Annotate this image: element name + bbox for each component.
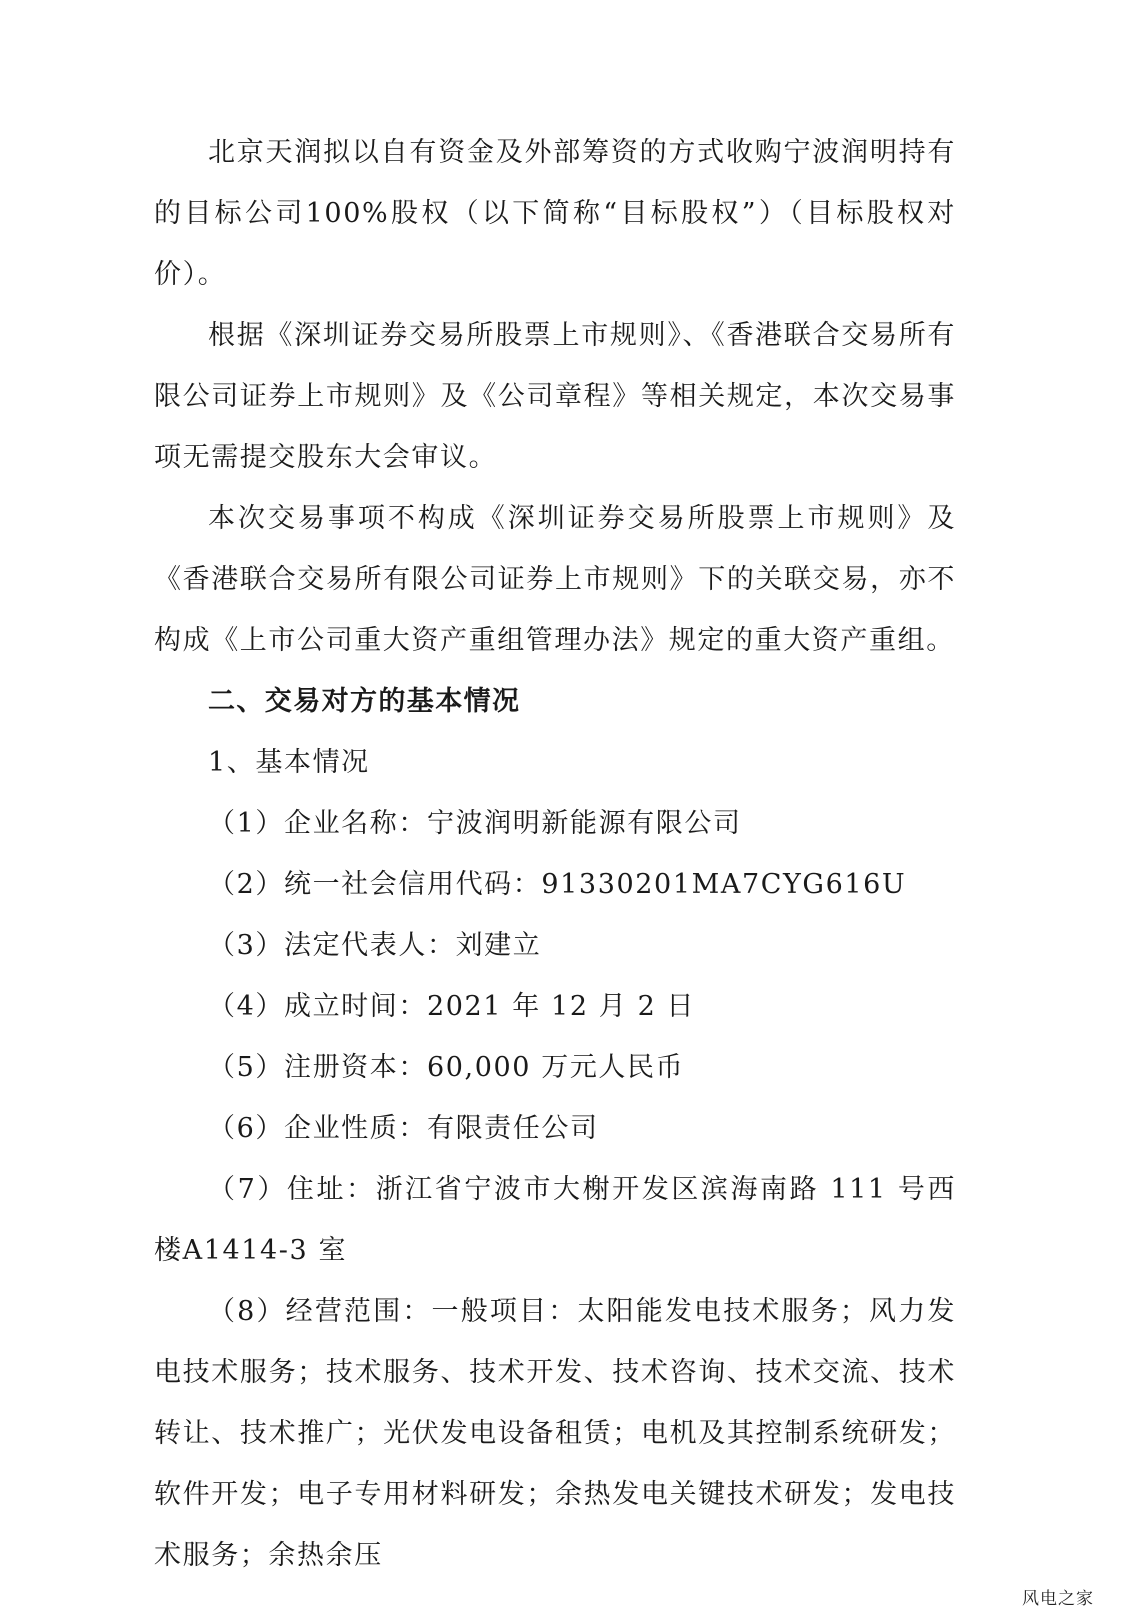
subsection-heading: 1、基本情况	[208, 747, 370, 778]
section-heading: 二、交易对方的基本情况	[208, 686, 521, 717]
watermark: 风电之家	[1022, 1589, 1094, 1609]
item-legal-representative: （3）法定代表人：刘建立	[208, 930, 542, 961]
paragraph-acquisition: 北京天润拟以自有资金及外部筹资的方式收购宁波润明持有的目标公司100%股权（以下简称“目标股权”）（目标股权对价）。	[154, 137, 956, 290]
document-body	[154, 122, 956, 1586]
paragraph-related-transaction: 本次交易事项不构成《深圳证券交易所股票上市规则》及《香港联合交易所有限公司证券上市规则》下的关联交易，亦不构成《上市公司重大资产重组管理办法》规定的重大资产重组。	[154, 503, 956, 656]
item-enterprise-type: （6）企业性质：有限责任公司	[208, 1113, 599, 1144]
paragraph-approval: 根据《深圳证券交易所股票上市规则》、《香港联合交易所有限公司证券上市规则》及《公司章程》等相关规定，本次交易事项无需提交股东大会审议。	[154, 320, 956, 473]
item-established-date: （4）成立时间：2021 年 12 月 2 日	[208, 991, 696, 1022]
item-registered-capital: （5）注册资本：60,000 万元人民币	[208, 1052, 685, 1083]
item-address: （7）住址：浙江省宁波市大榭开发区滨海南路 111 号西楼A1414-3 室	[154, 1174, 956, 1266]
item-credit-code: （2）统一社会信用代码：91330201MA7CYG616U	[208, 869, 907, 900]
item-business-scope: （8）经营范围：一般项目：太阳能发电技术服务；风力发电技术服务；技术服务、技术开发、技术咨询、技术交流、技术转让、技术推广；光伏发电设备租赁；电机及其控制系统研发；软件开发；电子专用材料研发；余热发电关键技术研发；发电技术服务；余热余压	[154, 1296, 956, 1571]
item-company-name: （1）企业名称：宁波润明新能源有限公司	[208, 808, 742, 839]
